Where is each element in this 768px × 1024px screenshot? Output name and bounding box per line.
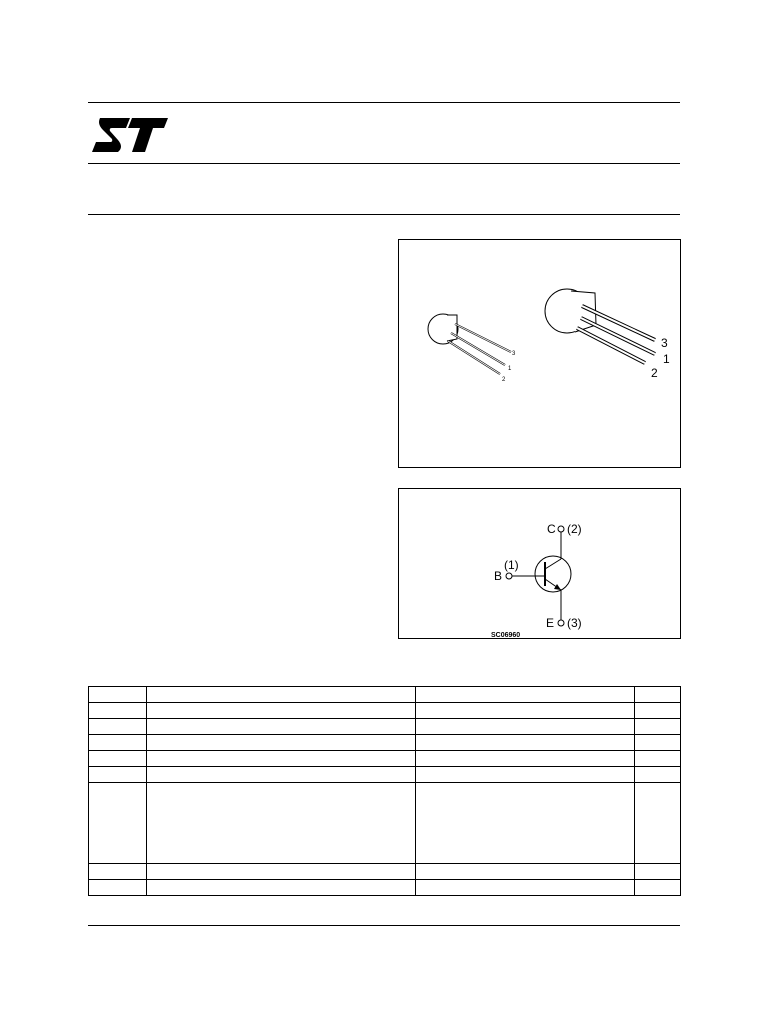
table-cell xyxy=(635,751,681,767)
large-pin-2-label: 2 xyxy=(651,366,658,380)
small-package xyxy=(428,314,516,383)
header-bottom-rule xyxy=(88,214,680,215)
header-top-rule xyxy=(88,102,680,103)
small-pin-2-label: 2 xyxy=(502,377,506,383)
table-row xyxy=(89,783,681,864)
transistor-schematic xyxy=(398,488,681,639)
table-cell xyxy=(416,735,635,751)
table-cell xyxy=(635,687,681,703)
table-cell xyxy=(416,703,635,719)
table-cell xyxy=(147,687,416,703)
table-cell xyxy=(635,719,681,735)
table-cell xyxy=(89,687,147,703)
package-drawing xyxy=(398,239,681,468)
table-cell xyxy=(635,783,681,864)
table-cell xyxy=(89,735,147,751)
table-cell xyxy=(147,719,416,735)
header-middle-rule xyxy=(88,163,680,164)
base-label: B xyxy=(494,569,503,583)
emitter-label: E xyxy=(546,616,555,630)
npn-transistor-symbol xyxy=(506,526,571,626)
table-cell xyxy=(416,880,635,896)
table-cell xyxy=(416,719,635,735)
ratings-table xyxy=(88,686,681,896)
base-pin-label: (1) xyxy=(504,558,519,572)
emitter-pin-label: (3) xyxy=(567,616,582,630)
table-cell xyxy=(147,880,416,896)
table-row xyxy=(89,719,681,735)
drawing-code: SC06960 xyxy=(491,632,521,638)
table-cell xyxy=(635,880,681,896)
table-cell xyxy=(147,703,416,719)
table-cell xyxy=(147,767,416,783)
table-cell xyxy=(416,751,635,767)
table-cell xyxy=(416,783,635,864)
footer-rule xyxy=(88,925,680,926)
small-pin-1-label: 1 xyxy=(508,366,512,372)
table-cell xyxy=(89,864,147,880)
table-cell xyxy=(635,767,681,783)
table-cell xyxy=(147,735,416,751)
table-cell xyxy=(635,703,681,719)
collector-label: C xyxy=(547,522,556,536)
table-cell xyxy=(89,767,147,783)
table-row xyxy=(89,880,681,896)
table-row xyxy=(89,864,681,880)
collector-pin-label: (2) xyxy=(567,522,582,536)
table-cell xyxy=(89,719,147,735)
table-row xyxy=(89,767,681,783)
table-cell xyxy=(89,751,147,767)
table-cell xyxy=(416,864,635,880)
table-row xyxy=(89,687,681,703)
large-pin-3-label: 3 xyxy=(661,336,668,350)
table-row xyxy=(89,735,681,751)
table-cell xyxy=(147,751,416,767)
table-cell xyxy=(89,880,147,896)
table-cell xyxy=(89,783,147,864)
small-pin-3-label: 3 xyxy=(512,351,516,357)
large-pin-1-label: 1 xyxy=(663,352,670,366)
table-cell xyxy=(416,767,635,783)
table-cell xyxy=(635,735,681,751)
st-logo-icon xyxy=(90,108,170,158)
table-row xyxy=(89,703,681,719)
table-row xyxy=(89,751,681,767)
table-cell xyxy=(89,703,147,719)
table-cell xyxy=(147,864,416,880)
table-cell xyxy=(635,864,681,880)
table-cell xyxy=(416,687,635,703)
large-package xyxy=(545,289,670,380)
table-cell xyxy=(147,783,416,864)
